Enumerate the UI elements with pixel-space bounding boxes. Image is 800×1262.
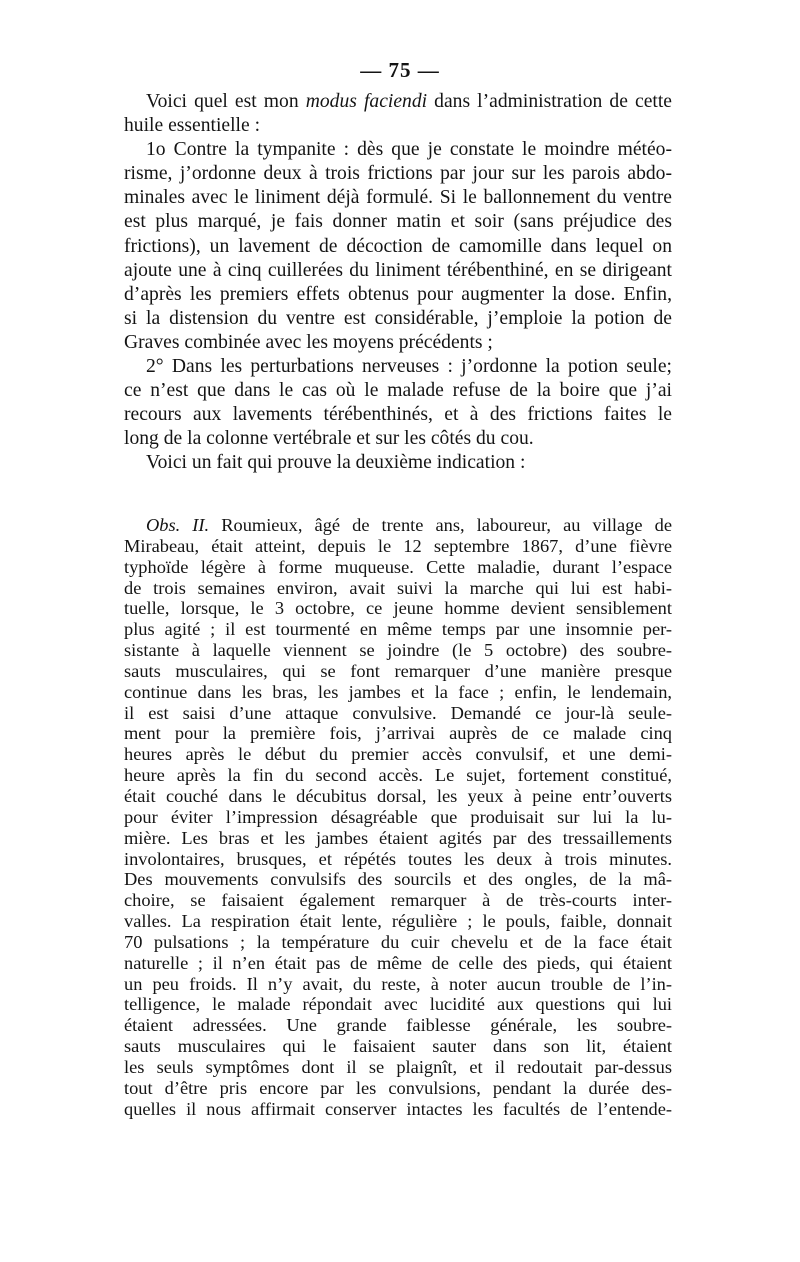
observation-text-line (124, 1015, 672, 1036)
main-text-line (124, 186, 672, 210)
observation-text-line (124, 765, 672, 786)
observation-text-line (124, 744, 672, 765)
text-run: continue dans les bras, les jambes et la face ; enfin, le lendemain, (124, 681, 672, 702)
text-run: tout d’être pris encore par les convulsions, pendant la durée des- (124, 1077, 672, 1098)
observation-text-line (124, 640, 672, 661)
text-run: d’après les premiers effets obtenus pour augmenter la dose. Enfin, (124, 283, 672, 305)
text-run: plus agité ; il est tourmenté en même temps par une insomnie per- (124, 619, 672, 640)
observation-text-line (124, 1099, 672, 1120)
italic-text: modus faciendi (305, 91, 428, 112)
main-text-line (124, 114, 672, 138)
observation-text-line (124, 890, 672, 911)
main-text-line (124, 403, 672, 427)
observation-text-line (124, 1078, 672, 1099)
text-run: ment pour la première fois, j’arrivai auprès de ce malade cinq (124, 723, 672, 744)
text-run: involontaires, brusques, et répétés toutes les deux à trois minutes. (124, 848, 672, 869)
text-run: sauts musculaires, qui se font remarquer d’une manière presque (124, 660, 672, 681)
main-text-line (124, 235, 672, 259)
text-run: Mirabeau, était atteint, depuis le 12 septembre 1867, d’une fièvre (124, 535, 672, 556)
text-run: 2° Dans les perturbations nerveuses : j’ordonne la potion seule; (146, 356, 672, 378)
main-text-line (124, 427, 672, 451)
text-run: naturelle ; il n’en était pas de même de celle des pieds, qui étaient (124, 952, 672, 973)
text-run: recours aux lavements térébenthinés, et à des frictions faites le (124, 404, 672, 426)
main-text-line (124, 259, 672, 283)
observation-text-line (124, 994, 672, 1015)
observation-text-line (124, 911, 672, 932)
text-run: heure après la fin du second accès. Le sujet, fortement constitué, (124, 765, 672, 786)
text-run: Des mouvements convulsifs des sourcils et des ongles, de la mâ- (124, 869, 672, 890)
text-run: sistante à laquelle viennent se joindre (le 5 octobre) des soubre- (124, 640, 672, 661)
text-run: étaient adressées. Une grande faiblesse générale, les soubre- (124, 1015, 672, 1036)
text-run: Roumieux, âgé de trente ans, laboureur, au village de (209, 515, 672, 535)
text-run: ajoute une à cinq cuillerées du liniment térébenthiné, en se dirigeant (124, 259, 672, 281)
text-run: était couché dans le décubitus dorsal, les yeux à peine entr’ouverts (124, 785, 672, 806)
observation-text-line (124, 682, 672, 703)
text-run: huile essentielle : (124, 115, 261, 137)
text-run: choire, se faisaient également remarquer à de très-courts inter- (124, 890, 672, 911)
observation-text-line (124, 619, 672, 640)
observation-text-line (124, 849, 672, 870)
observation-text-line (124, 515, 672, 536)
page-number: — 75 — (360, 58, 440, 82)
main-text-line (124, 451, 672, 475)
observation-text-line (124, 578, 672, 599)
text-run: ce n’est que dans le cas où le malade refuse de la boire que j’ai (124, 380, 672, 402)
text-run: Voici quel est mon (146, 91, 306, 112)
text-run: long de la colonne vertébrale et sur les côtés du cou. (124, 428, 534, 450)
text-run: Graves combinée avec les moyens précédents ; (124, 331, 493, 353)
main-text-block (124, 90, 672, 476)
italic-text: Obs. II. (146, 515, 210, 535)
observation-text-line (124, 598, 672, 619)
text-run: si la distension du ventre est considérable, j’emploie la potion de (124, 307, 672, 329)
text-run: tuelle, lorsque, le 3 octobre, ce jeune homme devient sensiblement (124, 598, 672, 619)
text-run: frictions), un lavement de décoction de camomille dans lequel on (124, 235, 672, 257)
observation-text-line (124, 1036, 672, 1057)
main-text-line (124, 355, 672, 379)
text-run: valles. La respiration était lente, régulière ; le pouls, faible, donnait (124, 911, 672, 932)
text-run: sauts musculaires qui le faisaient sauter dans son lit, étaient (124, 1036, 672, 1057)
text-run: de trois semaines environ, avait suivi la marche qui lui est habi- (124, 577, 672, 598)
observation-text-block (124, 515, 672, 1119)
observation-text-line (124, 932, 672, 953)
text-run: dans l’administration de cette (427, 91, 672, 112)
text-run: 70 pulsations ; la température du cuir chevelu et de la face était (124, 931, 672, 952)
observation-text-line (124, 828, 672, 849)
observation-text-line (124, 661, 672, 682)
main-text-line (124, 138, 672, 162)
observation-text-line (124, 1057, 672, 1078)
observation-text-line (124, 723, 672, 744)
text-run: 1o Contre la tympanite : dès que je constate le moindre météo- (146, 139, 672, 161)
text-run: les seuls symptômes dont il se plaignît, et il redoutait par-dessus (124, 1056, 672, 1077)
observation-text-line (124, 807, 672, 828)
text-run: pour éviter l’impression désagréable que produisait sur lui la lu- (124, 806, 672, 827)
observation-text-line (124, 974, 672, 995)
observation-text-line (124, 536, 672, 557)
text-run: telligence, le malade répondait avec lucidité aux questions qui lui (124, 994, 672, 1015)
text-run: heures après le début du premier accès convulsif, et une demi- (124, 744, 672, 765)
observation-text-line (124, 786, 672, 807)
observation-text-line (124, 557, 672, 578)
main-text-line (124, 379, 672, 403)
text-run: typhoïde légère à forme muqueuse. Cette maladie, durant l’espace (124, 556, 672, 577)
main-text-line (124, 307, 672, 331)
main-text-line (124, 162, 672, 186)
text-run: un peu froids. Il n’y avait, du reste, à noter aucun trouble de l’in- (124, 973, 672, 994)
text-run: il est saisi d’une attaque convulsive. Demandé ce jour-là seule- (124, 702, 672, 723)
observation-text-line (124, 703, 672, 724)
main-text-line (124, 210, 672, 234)
text-run: est plus marqué, je fais donner matin et soir (sans préjudice des (124, 211, 672, 233)
text-run: Voici un fait qui prouve la deuxième indication : (146, 452, 526, 474)
text-run: quelles il nous affirmait conserver intactes les facultés de l’entende- (124, 1098, 672, 1119)
main-text-line (124, 283, 672, 307)
text-run: risme, j’ordonne deux à trois frictions par jour sur les parois abdo- (124, 163, 672, 185)
text-run: mière. Les bras et les jambes étaient agités par des tressaillements (124, 827, 672, 848)
observation-text-line (124, 953, 672, 974)
text-run: minales avec le liniment déjà formulé. Si le ballonnement du ventre (124, 187, 672, 209)
observation-text-line (124, 869, 672, 890)
main-text-line (124, 331, 672, 355)
main-text-line (124, 90, 672, 114)
